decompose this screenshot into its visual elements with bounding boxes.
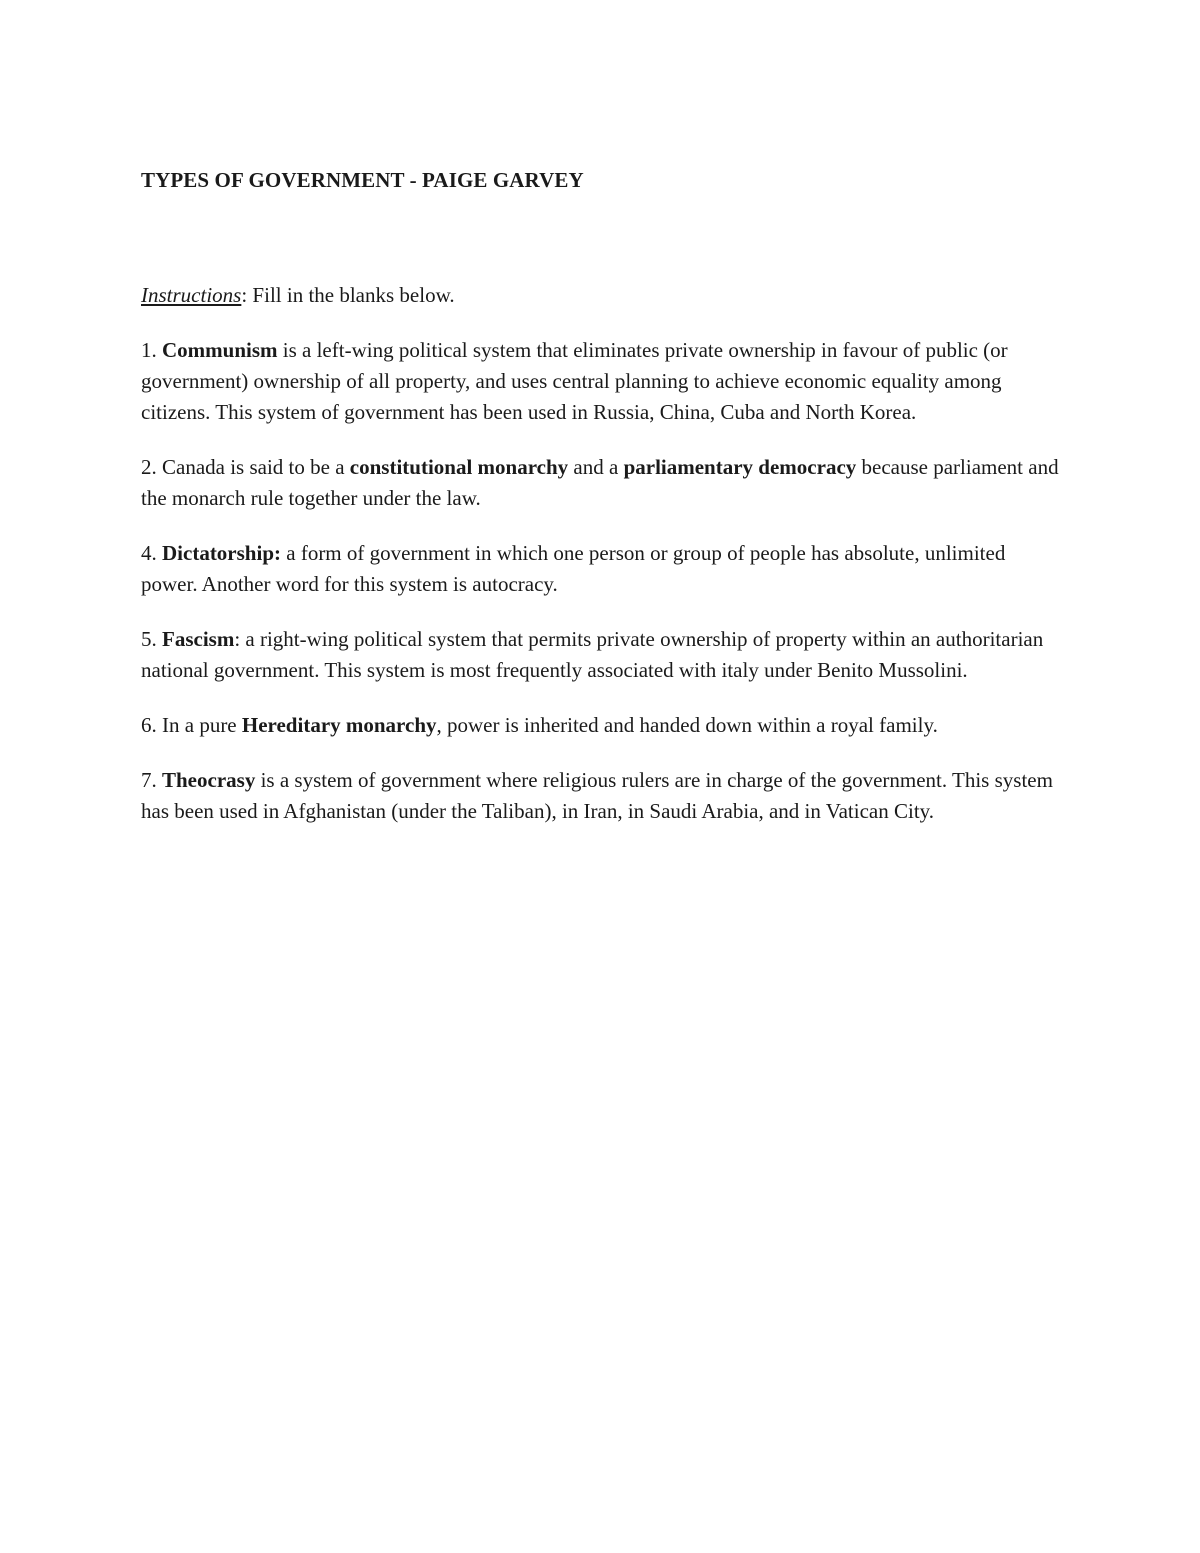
item-text: In a pure bbox=[162, 713, 242, 737]
term-parliamentary-democracy: parliamentary democracy bbox=[623, 455, 857, 479]
item-text: and a bbox=[568, 455, 624, 479]
item-text: is a system of government where religious rulers are in charge of the government. This system has been used in Afghanistan (under the Taliban), in Iran, in Saudi Arabia, and in Vatican City. bbox=[141, 768, 1053, 823]
term-dictatorship: Dictatorship: bbox=[162, 541, 281, 565]
term-fascism: Fascism bbox=[162, 627, 235, 651]
term-constitutional-monarchy: constitutional monarchy bbox=[349, 455, 569, 479]
item-number: 6. bbox=[141, 713, 162, 737]
document-title: TYPES OF GOVERNMENT - PAIGE GARVEY bbox=[141, 168, 584, 192]
item-canada bbox=[141, 452, 1066, 514]
item-number: 4. bbox=[141, 541, 162, 565]
item-text: , power is inherited and handed down within a royal family. bbox=[436, 713, 938, 737]
instructions bbox=[141, 280, 1066, 311]
instructions-label: Instructions bbox=[141, 283, 242, 307]
item-text: a form of government in which one person or group of people has absolute, unlimited power. Another word for this system is autocracy. bbox=[141, 541, 1006, 596]
term-theocrasy: Theocrasy bbox=[162, 768, 256, 792]
item-dictatorship bbox=[141, 538, 1066, 600]
item-number: 7. bbox=[141, 768, 162, 792]
item-number: 5. bbox=[141, 627, 162, 651]
item-communism bbox=[141, 335, 1066, 428]
item-fascism bbox=[141, 624, 1066, 686]
item-text: because parliament and the monarch rule together under the law. bbox=[141, 455, 1059, 510]
item-text: is a left-wing political system that eliminates private ownership in favour of public (or government) ownership of all property, and uses central planning to achieve economic equality among citizens. This system of government has been used in Russia, China, Cuba and North Korea. bbox=[141, 338, 1008, 424]
document-page bbox=[141, 160, 1066, 827]
term-hereditary-monarchy: Hereditary monarchy bbox=[241, 713, 437, 737]
instructions-text: : Fill in the blanks below. bbox=[241, 283, 455, 307]
item-hereditary-monarchy bbox=[141, 710, 1066, 741]
item-theocrasy bbox=[141, 765, 1066, 827]
item-number: 2. bbox=[141, 455, 162, 479]
item-text: : a right-wing political system that permits private ownership of property within an authoritarian national government. This system is most frequently associated with italy under Benito Mussolini. bbox=[141, 627, 1044, 682]
item-text: Canada is said to be a bbox=[162, 455, 350, 479]
term-communism: Communism bbox=[162, 338, 278, 362]
item-number: 1. bbox=[141, 338, 162, 362]
